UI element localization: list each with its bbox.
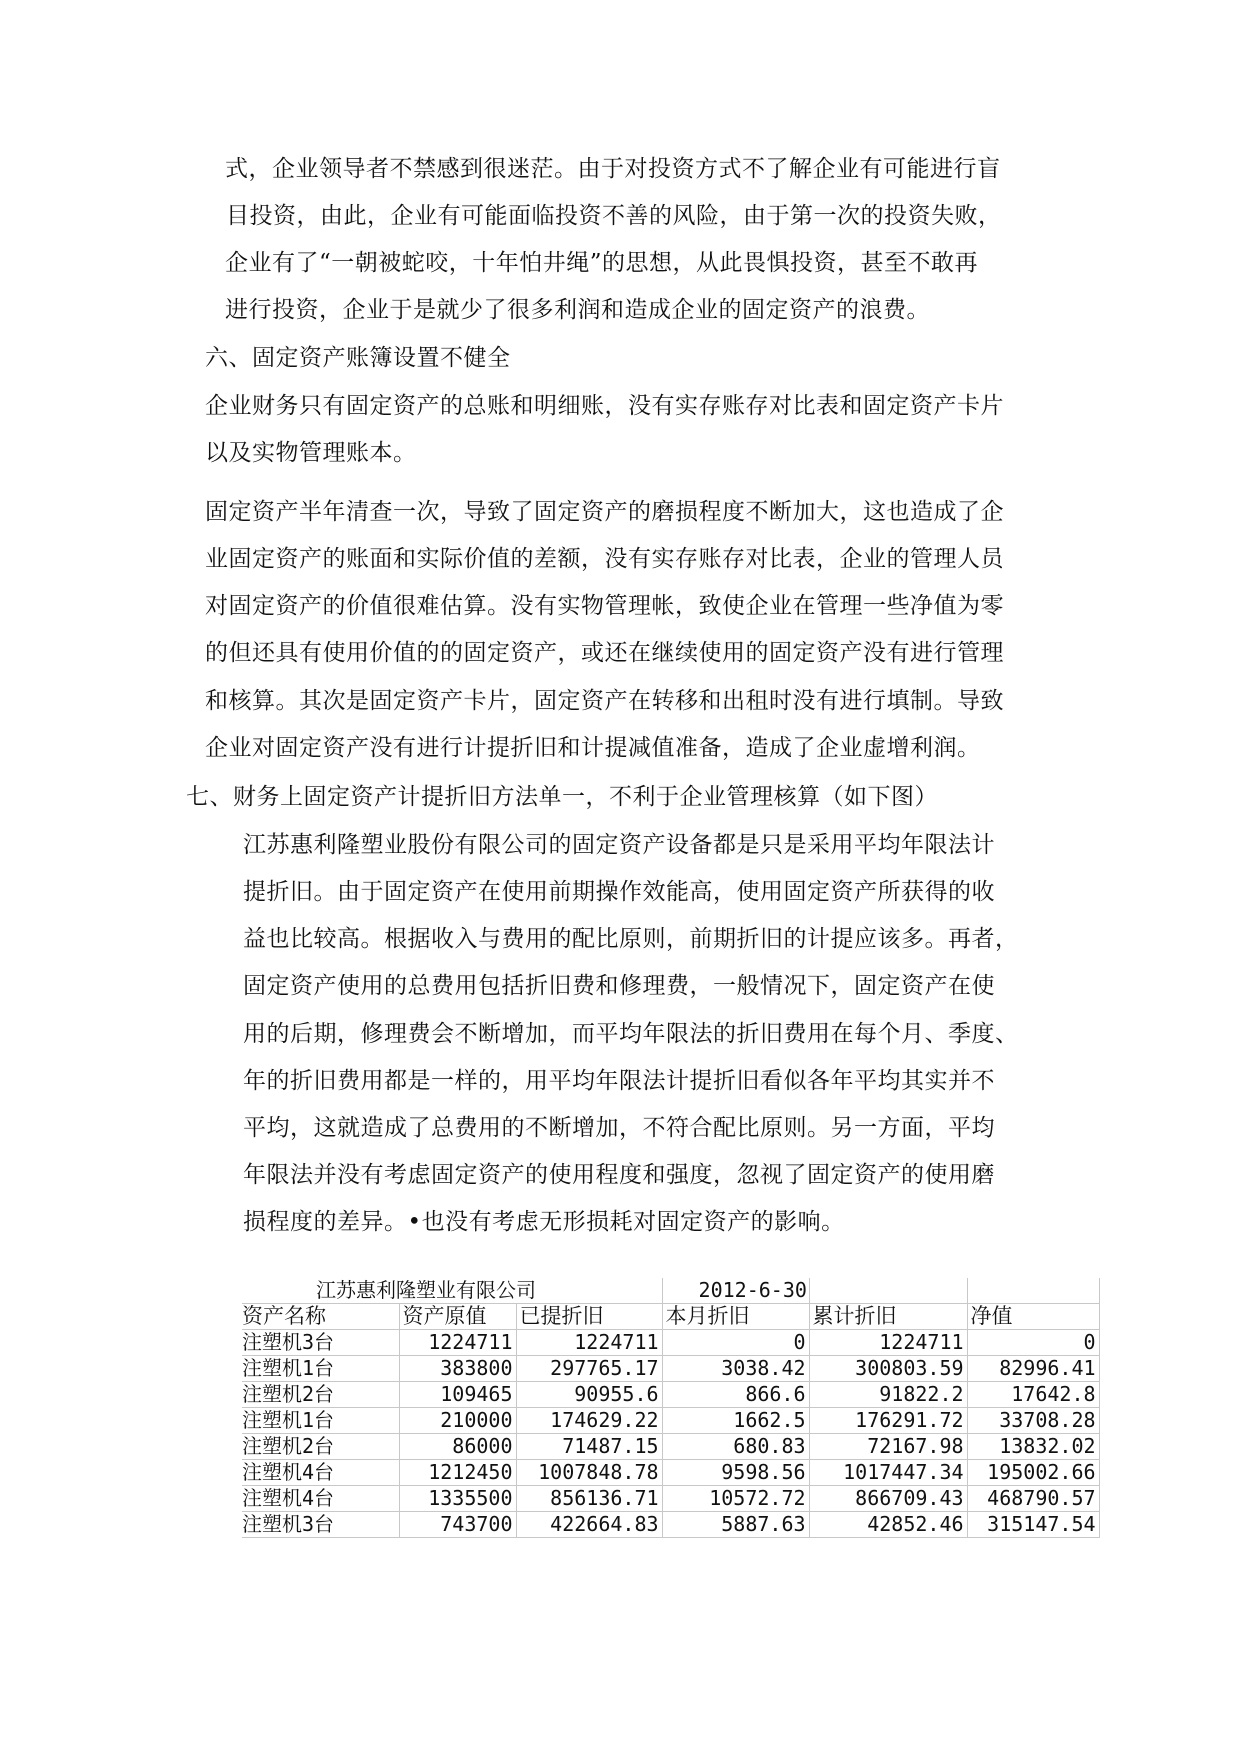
asset-name-cell: 注塑机4台 (242, 1460, 399, 1486)
value-cell: 1335500 (399, 1486, 516, 1512)
value-cell: 13832.02 (967, 1434, 1099, 1460)
text-line: 企业对固定资产没有进行计提折旧和计提减值准备，造成了企业虚增利润。 (205, 735, 981, 761)
text-line: 和核算。其次是固定资产卡片，固定资产在转移和出租时没有进行填制。导致 (205, 688, 1004, 714)
asset-name-cell: 注塑机2台 (242, 1382, 399, 1408)
text-line: 目投资，由此，企业有可能面临投资不善的风险，由于第一次的投资失败， (226, 203, 1002, 229)
asset-name-cell: 注塑机4台 (242, 1486, 399, 1512)
table-row (242, 1512, 1099, 1538)
value-cell: 33708.28 (967, 1408, 1099, 1434)
value-cell: 383800 (399, 1356, 516, 1382)
value-cell: 176291.72 (809, 1408, 967, 1434)
value-cell: 866709.43 (809, 1486, 967, 1512)
column-header: 资产原值 (399, 1304, 516, 1330)
value-cell: 9598.56 (662, 1460, 809, 1486)
value-cell: 86000 (399, 1434, 516, 1460)
value-cell: 1224711 (516, 1330, 662, 1356)
text-line: 以及实物管理账本。 (205, 440, 417, 466)
value-cell: 174629.22 (516, 1408, 662, 1434)
value-cell: 109465 (399, 1382, 516, 1408)
asset-name-cell: 注塑机3台 (242, 1330, 399, 1356)
text-line: 固定资产使用的总费用包括折旧费和修理费，一般情况下，固定资产在使 (243, 973, 995, 999)
value-cell: 856136.71 (516, 1486, 662, 1512)
table-row (242, 1434, 1099, 1460)
table-row (242, 1356, 1099, 1382)
asset-name-cell: 注塑机2台 (242, 1434, 399, 1460)
value-cell: 195002.66 (967, 1460, 1099, 1486)
value-cell: 743700 (399, 1512, 516, 1538)
table-header-row (242, 1304, 1099, 1330)
table-row (242, 1408, 1099, 1434)
column-header: 本月折旧 (662, 1304, 809, 1330)
value-cell: 72167.98 (809, 1434, 967, 1460)
value-cell: 468790.57 (967, 1486, 1099, 1512)
text-line: 年限法并没有考虑固定资产的使用程度和强度，忽视了固定资产的使用磨 (243, 1162, 995, 1188)
table-row (242, 1330, 1099, 1356)
value-cell: 1662.5 (662, 1408, 809, 1434)
value-cell: 300803.59 (809, 1356, 967, 1382)
table-title-row (242, 1278, 1099, 1304)
value-cell: 10572.72 (662, 1486, 809, 1512)
value-cell: 90955.6 (516, 1382, 662, 1408)
value-cell: 17642.8 (967, 1382, 1099, 1408)
column-header: 已提折旧 (516, 1304, 662, 1330)
value-cell: 315147.54 (967, 1512, 1099, 1538)
asset-name-cell: 注塑机3台 (242, 1512, 399, 1538)
empty-cell (967, 1278, 1099, 1304)
value-cell: 422664.83 (516, 1512, 662, 1538)
depreciation-table (242, 1278, 1099, 1538)
value-cell: 1017447.34 (809, 1460, 967, 1486)
text-line: 对固定资产的价值很难估算。没有实物管理帐，致使企业在管理一些净值为零 (205, 593, 1004, 619)
text-line: 平均，这就造成了总费用的不断增加，不符合配比原则。另一方面，平均 (243, 1115, 995, 1141)
asset-table (242, 1278, 1100, 1538)
table-row (242, 1382, 1099, 1408)
asset-name-cell: 注塑机1台 (242, 1356, 399, 1382)
text-line: 提折旧。由于固定资产在使用前期操作效能高，使用固定资产所获得的收 (243, 879, 995, 905)
section-heading-6: 六、固定资产账簿设置不健全 (205, 345, 511, 371)
report-date: 2012-6-30 (662, 1278, 809, 1304)
column-header: 净值 (967, 1304, 1099, 1330)
value-cell: 1212450 (399, 1460, 516, 1486)
empty-cell (809, 1278, 967, 1304)
text-line: 损程度的差异。•也没有考虑无形损耗对固定资产的影响。 (243, 1209, 845, 1235)
text-line: 年的折旧费用都是一样的，用平均年限法计提折旧看似各年平均其实并不 (243, 1068, 995, 1094)
value-cell: 210000 (399, 1408, 516, 1434)
text-line: 用的后期，修理费会不断增加，而平均年限法的折旧费用在每个月、季度、 (243, 1021, 1019, 1047)
value-cell: 82996.41 (967, 1356, 1099, 1382)
value-cell: 0 (662, 1330, 809, 1356)
value-cell: 42852.46 (809, 1512, 967, 1538)
table-row (242, 1460, 1099, 1486)
asset-name-cell: 注塑机1台 (242, 1408, 399, 1434)
value-cell: 5887.63 (662, 1512, 809, 1538)
value-cell: 1224711 (809, 1330, 967, 1356)
value-cell: 0 (967, 1330, 1099, 1356)
table-row (242, 1486, 1099, 1512)
text-line: 企业有了“一朝被蛇咬，十年怕井绳”的思想，从此畏惧投资，甚至不敢再 (225, 250, 979, 276)
text-line: 式，企业领导者不禁感到很迷茫。由于对投资方式不了解企业有可能进行盲 (225, 156, 1001, 182)
text-line: 江苏惠利隆塑业股份有限公司的固定资产设备都是只是采用平均年限法计 (243, 832, 995, 858)
text-line: 的但还具有使用价值的的固定资产，或还在继续使用的固定资产没有进行管理 (205, 640, 1004, 666)
value-cell: 71487.15 (516, 1434, 662, 1460)
value-cell: 1007848.78 (516, 1460, 662, 1486)
text-line: 进行投资，企业于是就少了很多利润和造成企业的固定资产的浪费。 (225, 297, 930, 323)
text-line: 企业财务只有固定资产的总账和明细账，没有实存账存对比表和固定资产卡片 (205, 393, 1004, 419)
value-cell: 297765.17 (516, 1356, 662, 1382)
text-line: 业固定资产的账面和实际价值的差额，没有实存账存对比表，企业的管理人员 (205, 546, 1004, 572)
section-heading-7: 七、财务上固定资产计提折旧方法单一，不利于企业管理核算（如下图） (186, 784, 938, 810)
value-cell: 91822.2 (809, 1382, 967, 1408)
value-cell: 680.83 (662, 1434, 809, 1460)
value-cell: 866.6 (662, 1382, 809, 1408)
text-line: 固定资产半年清查一次，导致了固定资产的磨损程度不断加大，这也造成了企 (205, 499, 1004, 525)
company-name: 江苏惠利隆塑业有限公司 (242, 1278, 662, 1304)
value-cell: 1224711 (399, 1330, 516, 1356)
column-header: 累计折旧 (809, 1304, 967, 1330)
column-header: 资产名称 (242, 1304, 399, 1330)
value-cell: 3038.42 (662, 1356, 809, 1382)
text-line: 益也比较高。根据收入与费用的配比原则，前期折旧的计提应该多。再者， (243, 926, 1019, 952)
